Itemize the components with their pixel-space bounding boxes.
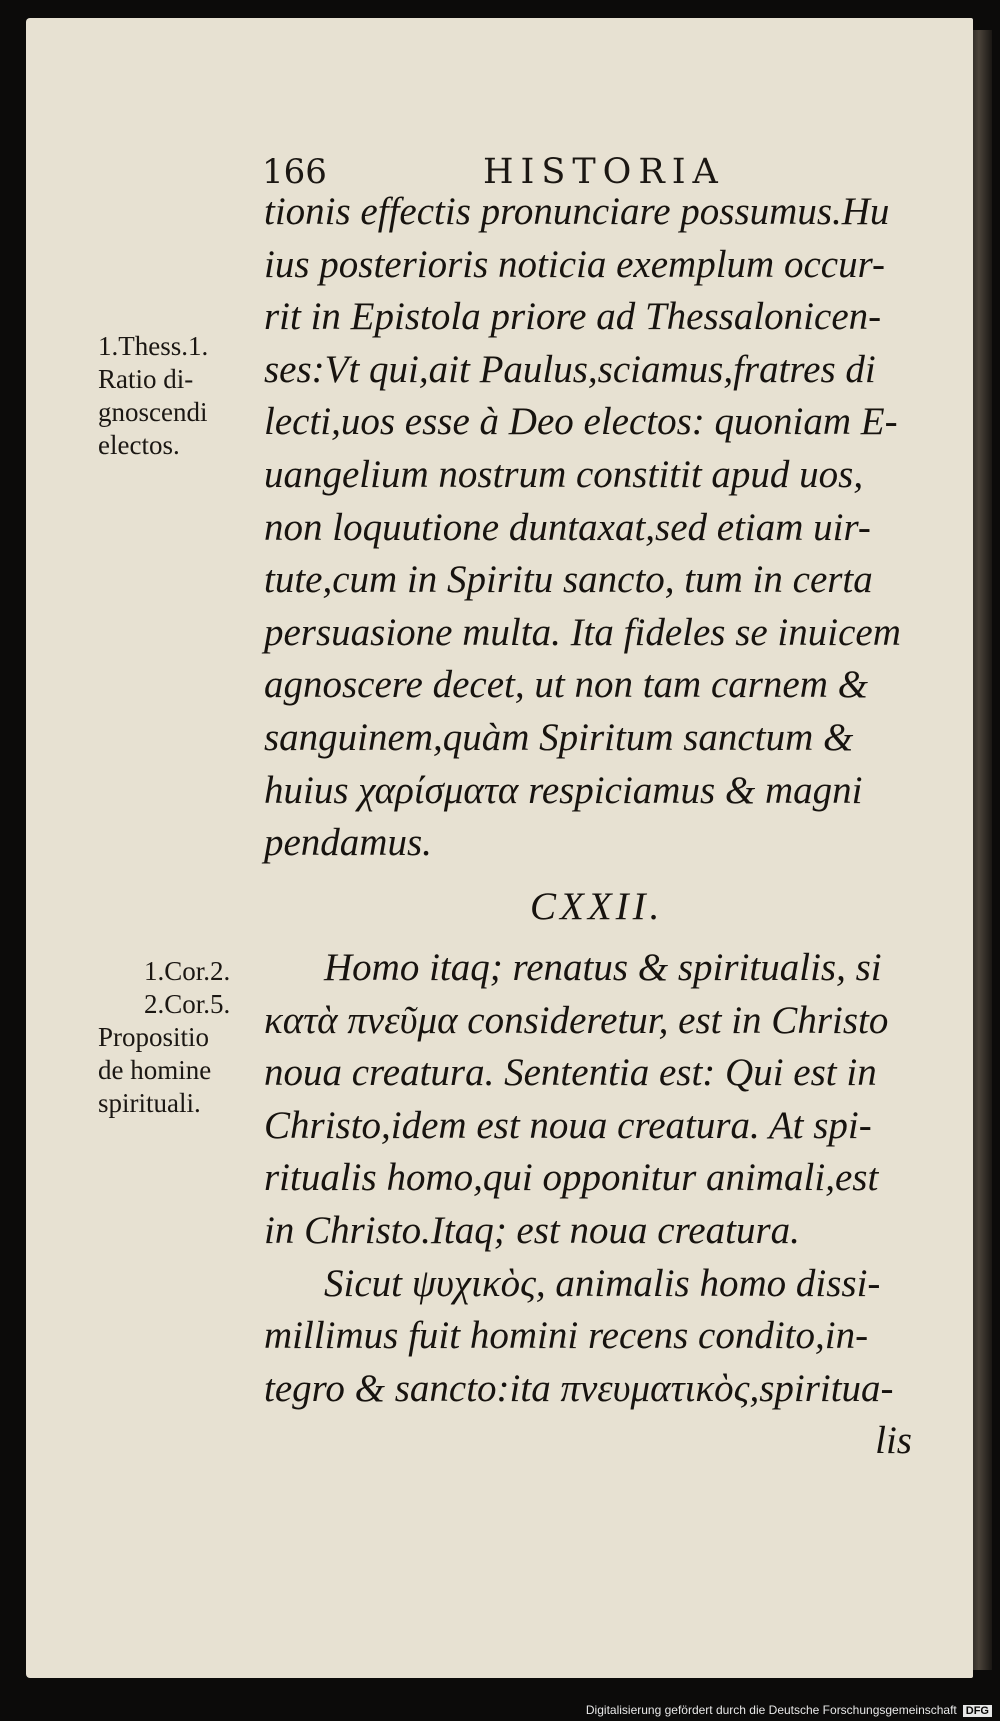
page-number: 166: [262, 152, 327, 192]
body-text-block-2: [264, 942, 964, 1468]
dfg-logo: DFG: [963, 1705, 992, 1717]
margin-line: Propositio: [98, 1022, 210, 1052]
text-line: Homo itaq; renatus & spiritualis, si: [324, 946, 882, 989]
text-line: huius χαρίσματα respiciamus & magni: [264, 768, 863, 812]
text-line: ses:Vt qui,ait Paulus,sciamus,fratres di: [264, 347, 876, 391]
margin-line: 1.Cor.2.: [144, 956, 231, 986]
text-line: rit in Epistola priore ad Thessalonicen-: [264, 295, 882, 339]
margin-note-1: [98, 330, 258, 462]
text-line: non loquutione duntaxat,sed etiam uir-: [264, 505, 871, 549]
text-line: sanguinem,quàm Spiritum sanctum &: [264, 715, 854, 759]
margin-note-2: [98, 955, 258, 1120]
text-line: uangelium nostrum constitit apud uos,: [264, 452, 864, 496]
page-edge: [970, 30, 992, 1670]
text-line: lecti,uos esse à Deo electos: quoniam E-: [264, 400, 898, 444]
body-text-block-1: [264, 186, 964, 870]
text-line: tionis effectis pronunciare possumus.Hu: [264, 190, 890, 233]
margin-line: 2.Cor.5.: [144, 989, 231, 1019]
text-line: pendamus.: [264, 821, 432, 865]
text-line: tute,cum in Spiritu sancto, tum in certa: [264, 558, 873, 602]
margin-line: Ratio di-: [98, 364, 194, 394]
section-number: CXXII.: [530, 885, 664, 928]
running-title: HISTORIA: [483, 152, 725, 192]
text-line: ius posterioris noticia exemplum occur-: [264, 242, 885, 286]
text-line: tegro & sancto:ita πνευματικὸς,spiritua-: [264, 1366, 894, 1410]
text-line: Christo,idem est noua creatura. At spi-: [264, 1103, 872, 1147]
text-line: in Christo.Itaq; est noua creatura.: [264, 1208, 800, 1252]
margin-line: gnoscendi: [98, 397, 208, 427]
text-line: noua creatura. Sententia est: Qui est in: [264, 1051, 877, 1095]
digitization-credit: [586, 1703, 992, 1717]
catchword: lis: [875, 1419, 912, 1463]
margin-line: de homine: [98, 1055, 212, 1085]
text-line: millimus fuit homini recens condito,in-: [264, 1314, 869, 1358]
text-line: persuasione multa. Ita fideles se inuicem: [264, 610, 901, 654]
margin-line: spirituali.: [98, 1088, 201, 1118]
text-line: κατὰ πνεῦμα consideretur, est in Christo: [264, 998, 889, 1042]
credit-text: Digitalisierung gefördert durch die Deutsche Forschungsgemeinschaft: [585, 1703, 957, 1717]
text-line: ritualis homo,qui opponitur animali,est: [264, 1156, 879, 1200]
text-line: agnoscere decet, ut non tam carnem &: [264, 663, 868, 707]
margin-line: electos.: [98, 430, 180, 460]
margin-line: 1.Thess.1.: [98, 331, 209, 361]
text-line: Sicut ψυχικὸς, animalis homo dissi-: [324, 1261, 881, 1305]
